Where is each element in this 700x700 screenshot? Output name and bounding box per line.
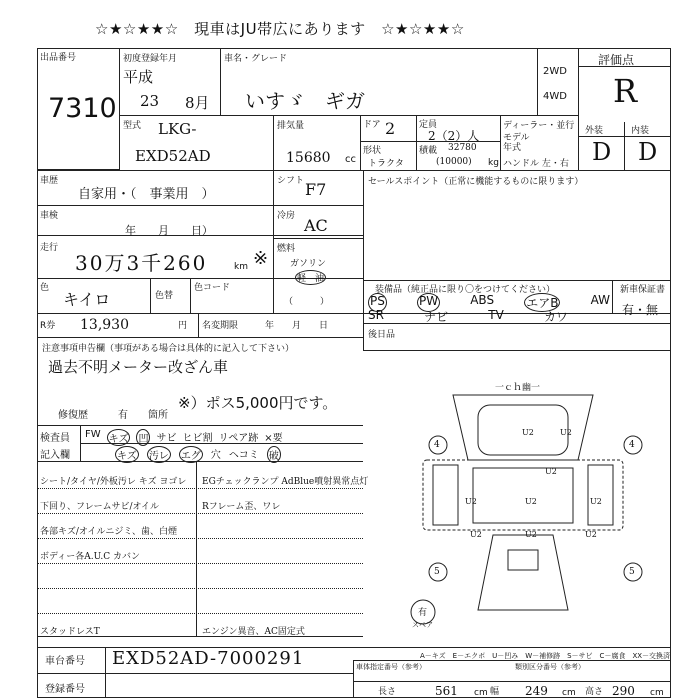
spare-label: スペア: [412, 621, 433, 629]
damage-mark: U2: [525, 530, 537, 539]
model-year-label: モデル年式: [503, 133, 530, 153]
color-label: 色: [40, 283, 50, 293]
handle-label: ハンドル 左・右: [503, 159, 569, 169]
remark-3: 下回り、フレームサビ/オイル: [40, 502, 160, 512]
inspector-item-a-0: FW: [85, 429, 101, 440]
color-value: キイロ: [63, 290, 111, 309]
fuel-label: 燃料: [277, 244, 296, 254]
mileage-value: 30万3千260: [75, 251, 208, 275]
inspector-item-a-6: ×要: [264, 433, 283, 444]
inspector-item-a-5: リペア跡: [218, 433, 259, 444]
spare-value: 有: [418, 608, 428, 618]
title-date-label: 名変期限: [202, 321, 239, 331]
inspector-item-a-4: ヒビ割: [182, 433, 213, 444]
equipment-item-a-0: PS: [368, 293, 387, 312]
chassis-value: EXD52AD-7000291: [112, 648, 305, 669]
remark-2: EGチェックランプ AdBlue噴射異常点灯: [202, 477, 369, 487]
height-unit: cm: [650, 688, 664, 698]
damage-diagram: [363, 350, 671, 650]
damage-mark: U2: [560, 428, 572, 437]
damage-mark: U2: [522, 428, 534, 437]
notes-fee: ※）ポス5,000円です。: [178, 394, 338, 412]
damage-mark: U2: [465, 497, 477, 506]
fuel-diesel: 軽 油: [295, 270, 326, 285]
displacement-label: 排気量: [277, 121, 305, 131]
inspector-item-b-1: 汚レ: [147, 446, 171, 463]
width-value: 249: [525, 684, 548, 698]
remark-4: Rフレーム歪、ワレ: [202, 502, 281, 512]
registration-year: 23: [140, 92, 160, 110]
load-label: 積載: [419, 146, 438, 156]
recycle-value: 13,930: [80, 317, 129, 333]
equipment-item-b-3: カワ: [543, 310, 568, 324]
recycle-unit: 円: [178, 321, 188, 331]
equipment-label: 装備品（純正品に限り〇をつけてください）: [375, 285, 556, 295]
registration-month: 8月: [185, 94, 210, 112]
equipment-item-b-1: ナビ: [424, 310, 449, 324]
class-label: 類別区分番号（参考）: [515, 663, 585, 671]
inspection-label: 車検: [40, 211, 59, 221]
remark-5: 各部キズ/オイルニジミ、歯、白煙: [40, 527, 178, 537]
car-name-value: いすゞ ギガ: [245, 89, 365, 113]
mileage-label: 走行: [40, 243, 59, 253]
title-date-value: 年 月 日: [265, 321, 329, 331]
height-value: 290: [612, 684, 635, 698]
ac-value: AC: [304, 216, 328, 235]
tire-1: 4: [434, 440, 440, 450]
reg-number-label: 登録番号: [45, 684, 85, 695]
diagram-front-label: 一ｃｈ幽一: [495, 383, 541, 393]
damage-mark: U2: [590, 497, 602, 506]
grade-label: 評価点: [598, 53, 635, 67]
exterior-label: 外装: [585, 126, 604, 136]
repair-value: 有: [118, 410, 128, 421]
drive-4wd: 4WD: [543, 91, 567, 102]
mileage-mark: ※: [253, 248, 269, 269]
width-label: 幅: [490, 687, 500, 697]
inspector-label: 検査員: [40, 433, 70, 444]
load-unit: kg: [488, 158, 499, 168]
shape-value: トラクタ: [368, 159, 404, 169]
car-name-label: 車名・グレード: [224, 54, 288, 64]
chassis-label: 車台番号: [45, 656, 85, 667]
recycle-label: R券: [40, 321, 56, 331]
width-unit: cm: [562, 688, 576, 698]
equipment-item-a-2: ABS: [470, 293, 495, 307]
registration-era: 平成: [123, 68, 154, 86]
usage-value: 自家用・（ 事業用 ）: [78, 187, 215, 202]
warranty-value: 有・無: [622, 303, 659, 317]
load-sub: (10000): [436, 157, 472, 167]
length-unit: cm: [474, 688, 488, 698]
damage-mark: U2: [470, 530, 482, 539]
sales-point-label: セールスポイント（正常に機能するものに限ります）: [368, 177, 584, 187]
lot-number: 7310: [48, 93, 117, 124]
exterior-value: D: [592, 138, 612, 166]
equipment-item-b-0: SR: [368, 308, 384, 322]
doors-value: 2: [385, 119, 396, 138]
equipment-item-b-2: TV: [488, 308, 504, 322]
shape-label: 形状: [363, 146, 382, 156]
rear-seat-label: 後日品: [368, 330, 396, 340]
damage-mark: U2: [585, 530, 597, 539]
equipment-item-a-1: PW: [417, 293, 440, 312]
notes-label: 注意事項申告欄（事項がある場合は具体的に記入して下さい）: [42, 344, 295, 354]
inspector-item-a-2: 凹: [136, 429, 150, 446]
inspection-value: 年 月 日）: [125, 224, 213, 237]
inspector-item-b-4: ヘコミ: [228, 450, 259, 461]
inspector-item-b-5: 破: [267, 446, 281, 463]
capacity-label: 定員: [419, 120, 438, 130]
interior-value: D: [638, 138, 658, 166]
tire-4: 5: [629, 567, 635, 577]
fuel-other: （ ）: [284, 297, 330, 307]
shift-value: F7: [305, 180, 327, 199]
grade-value: R: [613, 72, 638, 110]
tire-3: 5: [434, 567, 440, 577]
load-value: 32780: [448, 143, 477, 153]
length-label: 長さ: [378, 687, 397, 697]
remark-7: スタッドレスT: [40, 627, 100, 637]
color-code-label: 色コード: [194, 283, 231, 293]
remark-1: シート/タイヤ/外板汚レ キズ ヨゴレ: [40, 477, 187, 487]
usage-label: 車歴: [40, 176, 59, 186]
remark-8: エンジン異音、AC固定式: [202, 627, 305, 637]
color-repaint-label: 色替: [155, 291, 174, 301]
damage-mark: U2: [525, 497, 537, 506]
displacement-unit: cc: [345, 154, 356, 165]
equipment-item-a-4: AW: [590, 293, 610, 307]
repair-place-label: 箇所: [148, 410, 168, 421]
legend: A－キズ E－エクボ U－凹み W－補修跡 S－サビ C－腐食 XX－交換済: [420, 652, 671, 660]
interior-label: 内装: [631, 126, 650, 136]
inspector-item-a-1: キズ: [107, 429, 131, 446]
damage-mark: U2: [545, 467, 557, 476]
dealer-label: ディーラー・並行: [503, 121, 575, 131]
inspector-item-b-3: 穴: [210, 450, 221, 461]
capacity-value: 2（2）人: [428, 129, 480, 143]
doors-label: ドア: [363, 120, 381, 130]
repair-label: 修復歴: [58, 410, 88, 421]
height-label: 高さ: [585, 687, 604, 697]
tire-2: 4: [629, 440, 635, 450]
inspector-row1: [85, 429, 360, 446]
equipment-item-a-3: エアB: [524, 293, 560, 312]
model-label: 型式: [123, 121, 142, 131]
displacement-value: 15680: [286, 150, 331, 166]
drive-2wd: 2WD: [543, 66, 567, 77]
lot-label: 出品番号: [40, 53, 77, 63]
inspector-label2: 記入欄: [40, 450, 70, 461]
registration-label: 初度登録年月: [123, 54, 178, 64]
inspector-item-a-3: サビ: [156, 433, 177, 444]
fuel-gasoline: ガソリン: [290, 259, 327, 269]
ac-label: 冷房: [277, 211, 296, 221]
remark-6: ボディー各A.U.C カバン: [40, 552, 141, 562]
length-value: 561: [435, 684, 458, 698]
header-banner: ☆★☆★★☆ 現車はJU帯広にあります ☆★☆★★☆: [95, 20, 465, 38]
mileage-unit: km: [234, 262, 248, 272]
inspector-item-b-0: キズ: [115, 446, 139, 463]
spec-label: 車体指定番号（参考）: [356, 663, 426, 671]
notes-text: 過去不明メーター改ざん車: [48, 358, 229, 376]
shift-label: シフト: [277, 176, 305, 186]
inspector-item-b-2: エグ: [179, 446, 203, 463]
warranty-label: 新車保証書: [620, 285, 666, 295]
model-line1: LKG-: [158, 120, 197, 138]
model-line2: EXD52AD: [135, 147, 211, 165]
